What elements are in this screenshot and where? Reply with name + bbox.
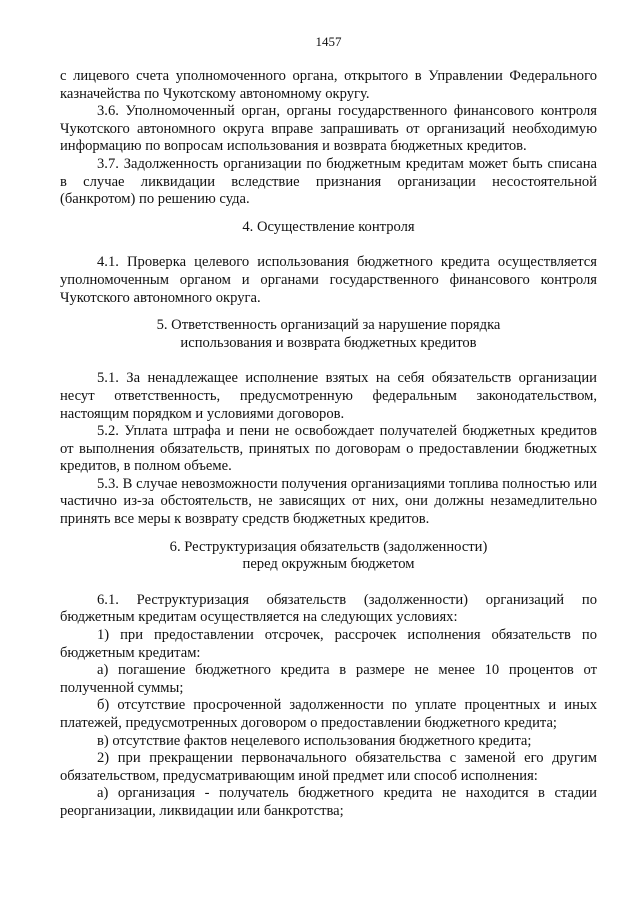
section-heading-4: 4. Осуществление контроля [242, 218, 415, 235]
paragraph-3-7: 3.7. Задолженность организации по бюджетным кредитам может быть списана в случае ликвидации вследствие признания организации несостоятельной (банкротом) по решению суда. [60, 155, 597, 208]
paragraph-5-2: 5.2. Уплата штрафа и пени не освобождает получателей бюджетных кредитов от выполнения обязательств, принятых по договорам о предоставлении бюджетных кредитов, в полном объеме. [60, 423, 597, 475]
section-heading-6-line-2: перед окружным бюджетом [242, 556, 415, 573]
list-item-2a: а) организация - получатель бюджетного кредита не находится в стадии реорганизации, ликвидации или банкротства; [60, 785, 597, 819]
document-page [60, 34, 597, 821]
section-heading-6-line-1: 6. Реструктуризация обязательств (задолженности) [169, 538, 488, 555]
section-heading-5-line-2: использования и возврата бюджетных кредитов [180, 334, 477, 351]
section-heading-5-line-1: 5. Ответственность организаций за нарушение порядка [156, 317, 501, 334]
paragraph-account: с лицевого счета уполномоченного органа, открытого в Управлении Федерального казначейства по Чукотскому автономному округу. [60, 68, 597, 102]
section-heading-5 [60, 317, 597, 352]
list-item-1a: а) погашение бюджетного кредита в размере не менее 10 процентов от полученной суммы; [60, 662, 597, 696]
list-item-2: 2) при прекращении первоначального обязательства с заменой его другим обязательством, предусматривающим иной предмет или способ исполнения: [60, 750, 597, 784]
paragraph-5-1: 5.1. За ненадлежащее исполнение взятых на себя обязательств организации несут ответственность, предусмотренную федеральным законодательством, настоящим порядком и условиями договоров. [60, 370, 597, 422]
page-number: 1457 [315, 34, 342, 49]
paragraph-6-1: 6.1. Реструктуризация обязательств (задолженности) организаций по бюджетным кредитам осуществляется на следующих условиях: [60, 591, 597, 626]
list-item-1: 1) при предоставлении отсрочек, рассрочек исполнения обязательств по бюджетным кредитам: [60, 627, 597, 661]
paragraph-5-3: 5.3. В случае невозможности получения организациями топлива полностью или частично из-за обстоятельств, не зависящих от них, они должны незамедлительно принять все меры к возврату средств бюджетных кредитов. [60, 475, 597, 528]
paragraph-3-6: 3.6. Уполномоченный орган, органы государственного финансового контроля Чукотского автономного округа вправе запрашивать от организаций необходимую информацию по вопросам использования и возврата бюджетных кредитов. [60, 103, 597, 155]
section-heading-6 [60, 539, 597, 574]
list-item-1c: в) отсутствие фактов нецелевого использования бюджетного кредита; [97, 732, 532, 749]
list-item-1b: б) отсутствие просроченной задолженности по уплате процентных и иных платежей, предусмотренных договором о предоставлении бюджетного кредита; [60, 697, 597, 731]
paragraph-4-1: 4.1. Проверка целевого использования бюджетного кредита осуществляется уполномоченным органом и органами государственного финансового контроля Чукотского автономного округа. [60, 254, 597, 306]
